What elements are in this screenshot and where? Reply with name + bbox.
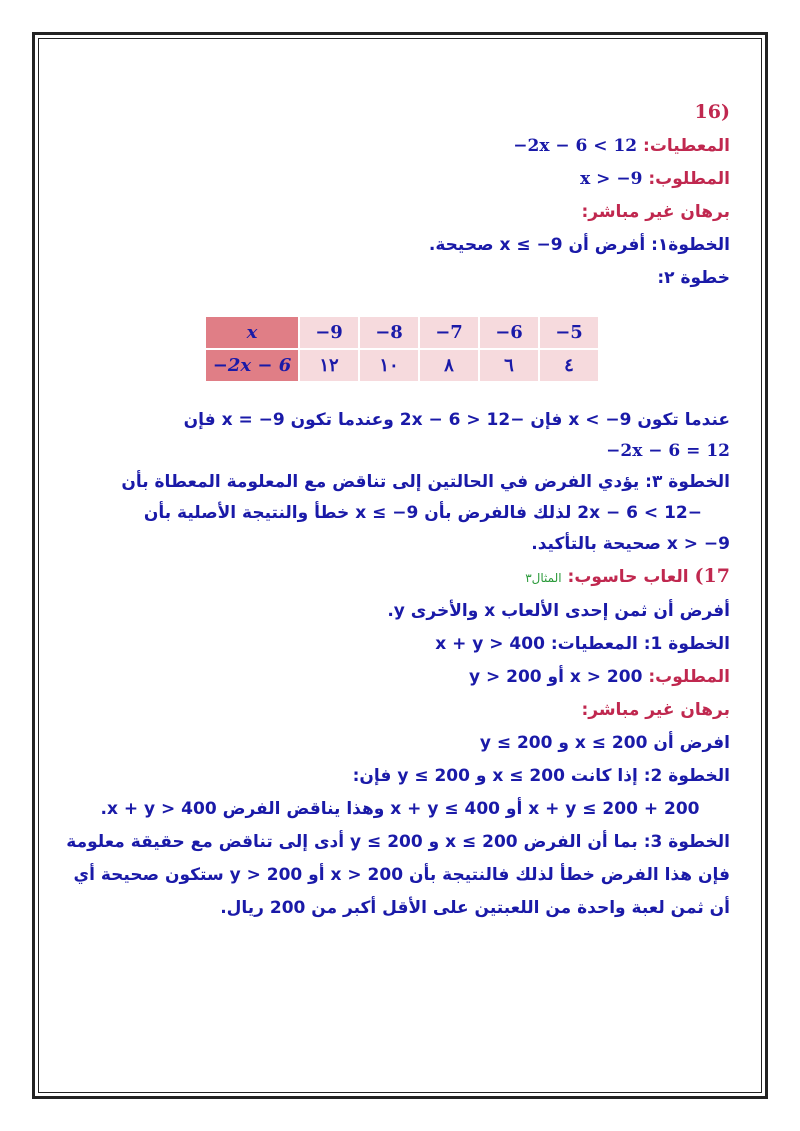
problem-16-method: برهان غير مباشر: <box>581 202 730 222</box>
givens-label: المعطيات: <box>643 136 730 156</box>
table-cell: −2x − 6 <box>205 349 299 382</box>
example-reference: المثال٣ <box>525 571 562 585</box>
problem-16-step1: الخطوة١: أفرض أن x ≤ −9 صحيحة. <box>428 235 730 255</box>
table-row <box>205 316 599 349</box>
required-expression: x > −9 <box>580 169 643 189</box>
problem-16-givens <box>70 130 730 163</box>
problem-16-step3-line2: −2x − 6 < 12 لذلك فالفرض بأن x ≤ −9 خطأ والنتيجة الأصلية بأن <box>143 503 702 523</box>
problem-17-step3-line3: أن ثمن لعبة واحدة من اللعبتين على الأقل أكبر من 200 ريال. <box>220 898 730 918</box>
table-cell: ٦ <box>479 349 539 382</box>
table-cell: ١٢ <box>299 349 359 382</box>
table-cell: −8 <box>359 316 419 349</box>
problem-16-step3-line1: الخطوة ٣: يؤدي الفرض في الحالتين إلى تناقض مع المعلومة المعطاة بأن <box>121 472 730 492</box>
problem-17-step3-line1: الخطوة 3: بما أن الفرض x ≤ 200 و y ≤ 200 أدى إلى تناقض مع حقيقة معلومة <box>66 832 730 852</box>
problem-17-assume: أفرض أن ثمن إحدى الألعاب x والأخرى y. <box>387 601 730 621</box>
table-cell: ١٠ <box>359 349 419 382</box>
problem-16-number: (16 <box>694 101 730 123</box>
table-cell: −7 <box>419 316 479 349</box>
table-cell: −9 <box>299 316 359 349</box>
problem-17-inequality: x + y ≤ 200 + 200 أو x + y ≤ 400 وهذا يناقض الفرض x + y > 400. <box>100 799 700 819</box>
problem-16-when-line2: −2x − 6 = 12 <box>606 441 730 461</box>
problem-17-header <box>70 560 730 595</box>
problem-16-step3-line3: x > −9 صحيحة بالتأكيد. <box>531 534 730 554</box>
problem-17-method: برهان غير مباشر: <box>581 700 730 720</box>
required-expression: x > 200 أو y > 200 <box>468 667 643 687</box>
required-label: المطلوب: <box>648 667 730 687</box>
table-cell: ٨ <box>419 349 479 382</box>
table-cell: −6 <box>479 316 539 349</box>
table-cell: x <box>205 316 299 349</box>
problem-17-required <box>70 661 730 694</box>
values-table <box>204 315 600 383</box>
table-cell: −5 <box>539 316 599 349</box>
givens-expression: −2x − 6 < 12 <box>513 136 638 156</box>
problem-17-step2: الخطوة 2: إذا كانت x ≤ 200 و y ≤ 200 فإن: <box>352 766 730 786</box>
problem-16-required <box>70 163 730 196</box>
problem-16-when-line1: عندما تكون x < −9 فإن −2x − 6 > 12 وعندما تكون x = −9 فإن <box>183 410 730 430</box>
problem-17-step3-line2: فإن هذا الفرض خطأ لذلك فالنتيجة بأن x > 200 أو y > 200 ستكون صحيحة أي <box>73 865 730 885</box>
table-cell: ٤ <box>539 349 599 382</box>
table-row <box>205 349 599 382</box>
problem-17-number: 17) <box>694 565 730 587</box>
problem-17-title: العاب حاسوب: <box>567 567 689 587</box>
required-label: المطلوب: <box>648 169 730 189</box>
problem-16-step2: خطوة ٢: <box>657 268 730 288</box>
document-body <box>66 96 730 925</box>
problem-17-step1: الخطوة 1: المعطيات: x + y > 400 <box>435 634 730 654</box>
problem-17-assume2: افرض أن x ≤ 200 و y ≤ 200 <box>479 733 730 753</box>
